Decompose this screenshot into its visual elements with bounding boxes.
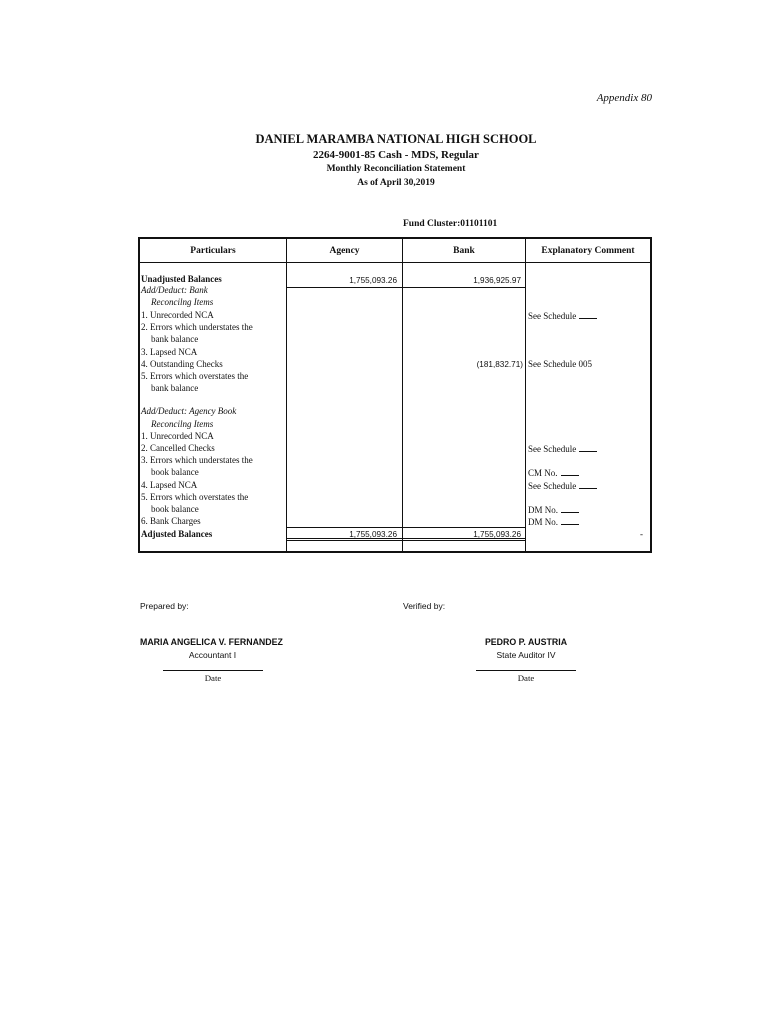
verified-by-label: Verified by: [403, 601, 446, 611]
fund-cluster: Fund Cluster:01101101 [403, 219, 498, 229]
bank-item-5b: bank balance [151, 383, 199, 393]
adjusted-agency-value: 1,755,093.26 [349, 530, 397, 539]
comment-text: See Schedule [528, 311, 577, 321]
verifier-title: State Auditor IV [496, 650, 556, 660]
blank-line [579, 443, 597, 452]
agency-item-1: 1. Unrecorded NCA [141, 431, 214, 441]
bank-item-3: 3. Lapsed NCA [141, 347, 198, 357]
header-divider [140, 262, 650, 263]
comment-dm-no-1 [528, 504, 579, 516]
verifier-name: PEDRO P. AUSTRIA [484, 637, 568, 647]
agency-item-6: 6. Bank Charges [141, 516, 201, 526]
verifier-date-line [476, 670, 576, 671]
comment-text: DM No. [528, 517, 559, 527]
adjusted-topline [286, 527, 525, 528]
unadjusted-balances-label: Unadjusted Balances [141, 274, 222, 284]
preparer-date-label: Date [204, 673, 222, 683]
adjusted-underline-2 [286, 540, 525, 541]
header-bank: Bank [453, 246, 475, 256]
comment-text: See Schedule [528, 481, 577, 491]
comment-outstanding-checks: See Schedule 005 [528, 359, 592, 369]
agency-item-4: 4. Lapsed NCA [141, 480, 198, 490]
blank-line [561, 504, 579, 513]
header-comment: Explanatory Comment [541, 246, 635, 256]
agency-item-2: 2. Cancelled Checks [141, 443, 215, 453]
comment-text: See Schedule [528, 444, 577, 454]
preparer-date-line [163, 670, 263, 671]
bank-item-5a: 5. Errors which overstates the [141, 371, 249, 381]
verifier-date-label: Date [517, 673, 535, 683]
agency-item-5b: book balance [151, 504, 199, 514]
adjusted-balances-label: Adjusted Balances [141, 529, 213, 539]
appendix-label: Appendix 80 [596, 92, 652, 104]
preparer-name: MARIA ANGELICA V. FERNANDEZ [140, 637, 283, 647]
adjusted-bank-value: 1,755,093.26 [473, 530, 521, 539]
comment-text: DM No. [528, 505, 559, 515]
account-title: 2264-9001-85 Cash - MDS, Regular [313, 149, 479, 161]
bank-item-4: 4. Outstanding Checks [141, 359, 223, 369]
comment-text: CM No. [528, 468, 558, 478]
comment-dm-no-2 [528, 516, 579, 528]
preparer-title: Accountant I [188, 650, 237, 660]
as-of-date: As of April 30,2019 [357, 178, 435, 188]
agency-section-title: Add/Deduct: Agency Book [141, 406, 237, 416]
blank-line [579, 480, 597, 489]
header-agency: Agency [329, 246, 360, 256]
comment-unrecorded-nca [528, 310, 597, 322]
bank-section-title: Add/Deduct: Bank [141, 285, 208, 295]
bank-section-subtitle: Reconcilng Items [151, 297, 214, 307]
header-particulars: Particulars [190, 246, 236, 256]
agency-item-5a: 5. Errors which overstates the [141, 492, 249, 502]
unadjusted-agency-value: 1,755,093.26 [349, 276, 397, 285]
blank-line [561, 516, 579, 525]
adjusted-comment: - [640, 529, 643, 539]
outstanding-checks-bank-value: (181,832.71) [476, 360, 523, 369]
agency-item-3a: 3. Errors which understates the [141, 455, 253, 465]
comment-cm-no [528, 467, 579, 479]
comment-cancelled-checks [528, 443, 597, 455]
col-divider-bank [525, 239, 526, 551]
unadjusted-bank-value: 1,936,925.97 [473, 276, 521, 285]
agency-section-subtitle: Reconcilng Items [151, 419, 214, 429]
blank-line [561, 467, 579, 476]
comment-lapsed-nca [528, 480, 597, 492]
bank-item-2a: 2. Errors which understates the [141, 322, 253, 332]
statement-title: Monthly Reconciliation Statement [326, 164, 466, 174]
bank-item-1: 1. Unrecorded NCA [141, 310, 214, 320]
prepared-by-label: Prepared by: [140, 601, 189, 611]
bank-item-2b: bank balance [151, 334, 199, 344]
unadjusted-underline [286, 287, 525, 288]
blank-line [579, 310, 597, 319]
school-name: DANIEL MARAMBA NATIONAL HIGH SCHOOL [255, 132, 537, 146]
reconciliation-table [138, 237, 652, 553]
agency-item-3b: book balance [151, 467, 199, 477]
